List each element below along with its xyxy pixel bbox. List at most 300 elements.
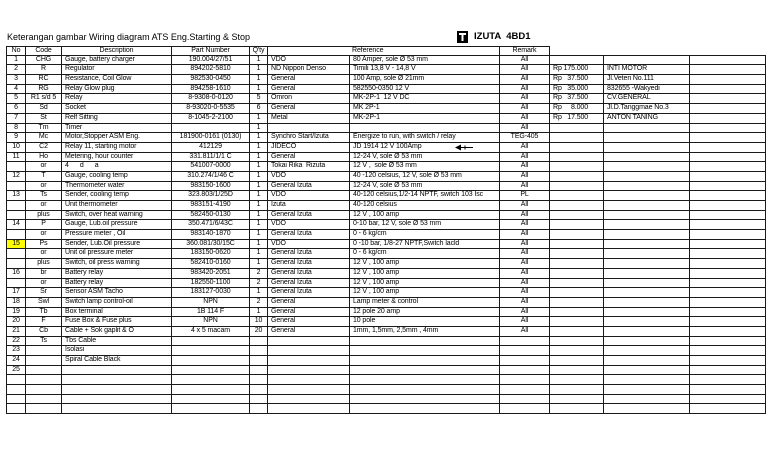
- cell-extra: [690, 230, 766, 240]
- cell-maker: General Izuta: [268, 269, 350, 279]
- cell-price: [550, 259, 604, 269]
- cell-reference: [350, 337, 500, 347]
- cell-reference: [350, 356, 500, 366]
- cell-price: [550, 395, 604, 405]
- cell-maker: [268, 395, 350, 405]
- cell-part-number: [172, 337, 250, 347]
- cell-extra: [690, 94, 766, 104]
- cell-maker: General: [268, 75, 350, 85]
- cell-maker: General Izuta: [268, 211, 350, 221]
- cell-supplier: [604, 317, 690, 327]
- header-code: Code: [26, 46, 62, 56]
- cell-qty: 1: [250, 75, 268, 85]
- cell-part-number: 360.081/30/15C: [172, 240, 250, 250]
- cell-code: CHG: [26, 56, 62, 66]
- cell-extra: [690, 356, 766, 366]
- cell-price: Rp 175.000: [550, 65, 604, 75]
- cell-price: [550, 404, 604, 414]
- cell-qty: 1: [250, 230, 268, 240]
- cell-qty: 1: [250, 288, 268, 298]
- cell-reference: [350, 124, 500, 134]
- cell-extra: [690, 288, 766, 298]
- cell-code: Cb: [26, 327, 62, 337]
- cell-supplier: INTI MOTOR: [604, 65, 690, 75]
- cell-maker: [268, 366, 350, 376]
- cell-no: 8: [7, 124, 26, 134]
- cell-extra: [690, 162, 766, 172]
- cell-part-number: 894258-1610: [172, 85, 250, 95]
- cell-reference: [350, 375, 500, 385]
- cell-reference: 12 pole 20 amp: [350, 308, 500, 318]
- cell-code: Ts: [26, 191, 62, 201]
- cell-qty: 1: [250, 211, 268, 221]
- izuta-logo-icon: [457, 31, 468, 43]
- cell-extra: [690, 104, 766, 114]
- cell-remark: All: [500, 104, 550, 114]
- cell-part-number: 983140-1870: [172, 230, 250, 240]
- cell-price: [550, 279, 604, 289]
- cell-remark: All: [500, 279, 550, 289]
- cell-reference: 12-24 V, sole Ø 53 mm: [350, 153, 500, 163]
- cell-remark: All: [500, 114, 550, 124]
- cell-reference: 12 V , 100 amp: [350, 288, 500, 298]
- cell-part-number: 8-9308-0-0120: [172, 94, 250, 104]
- cell-supplier: [604, 279, 690, 289]
- cell-description: Sensor ASM Tacho: [62, 288, 172, 298]
- cell-maker: General: [268, 153, 350, 163]
- cell-part-number: NPN: [172, 317, 250, 327]
- cell-price: [550, 356, 604, 366]
- cell-maker: VDO: [268, 220, 350, 230]
- cell-price: [550, 162, 604, 172]
- cell-reference: 12 V , 100 amp: [350, 211, 500, 221]
- cell-price: [550, 240, 604, 250]
- cell-code: plus: [26, 211, 62, 221]
- cell-code: or: [26, 279, 62, 289]
- cell-code: plus: [26, 259, 62, 269]
- cell-supplier: [604, 124, 690, 134]
- cell-part-number: 983420-2051: [172, 269, 250, 279]
- cell-part-number: [172, 356, 250, 366]
- cell-price: [550, 211, 604, 221]
- cell-remark: All: [500, 56, 550, 66]
- cell-reference: 582550-0350 12 V: [350, 85, 500, 95]
- cell-remark: All: [500, 153, 550, 163]
- cell-maker: General: [268, 308, 350, 318]
- cell-supplier: [604, 327, 690, 337]
- cell-price: [550, 269, 604, 279]
- cell-no: [7, 385, 26, 395]
- cell-part-number: 323.803/1/25D: [172, 191, 250, 201]
- cell-maker: General: [268, 104, 350, 114]
- cell-maker: [268, 124, 350, 134]
- header-no: No: [7, 46, 26, 56]
- cell-qty: 1: [250, 308, 268, 318]
- cell-qty: 1: [250, 220, 268, 230]
- cell-maker: [268, 337, 350, 347]
- cell-reference: 12 V , 100 amp: [350, 269, 500, 279]
- cell-part-number: 310.274/1/46 C: [172, 172, 250, 182]
- cell-part-number: 412129: [172, 143, 250, 153]
- cell-remark: All: [500, 240, 550, 250]
- cell-supplier: [604, 395, 690, 405]
- cell-price: Rp 17.500: [550, 114, 604, 124]
- cell-reference: 40 -120 celsius, 12 V, sole Ø 53 mm: [350, 172, 500, 182]
- cell-qty: [250, 385, 268, 395]
- cell-remark: All: [500, 327, 550, 337]
- cell-remark: All: [500, 211, 550, 221]
- cell-price: [550, 172, 604, 182]
- cell-code: T: [26, 172, 62, 182]
- header-reference: Reference: [268, 46, 500, 56]
- cell-maker: VDO: [268, 56, 350, 66]
- cell-code: [26, 395, 62, 405]
- cell-extra: [690, 133, 766, 143]
- cell-reference: 80 Amper, sole Ø 53 mm: [350, 56, 500, 66]
- cell-no: 15: [7, 240, 26, 250]
- cell-code: [26, 385, 62, 395]
- cell-maker: VDO: [268, 191, 350, 201]
- cell-reference: [350, 385, 500, 395]
- cell-no: [7, 211, 26, 221]
- cell-part-number: [172, 366, 250, 376]
- cell-no: 20: [7, 317, 26, 327]
- cell-extra: [690, 240, 766, 250]
- cell-no: [7, 162, 26, 172]
- cell-description: Relay 11, starting motor: [62, 143, 172, 153]
- cell-no: [7, 279, 26, 289]
- cell-remark: [500, 375, 550, 385]
- cell-supplier: [604, 191, 690, 201]
- cell-no: [7, 201, 26, 211]
- cell-maker: General Izuta: [268, 288, 350, 298]
- cell-qty: 2: [250, 298, 268, 308]
- cell-code: or: [26, 230, 62, 240]
- document-title: Keterangan gambar Wiring diagram ATS Eng.Starting & Stop: [7, 32, 250, 42]
- header-description: Description: [62, 46, 172, 56]
- cell-qty: 1: [250, 85, 268, 95]
- cell-reference: 0 - 6 kg/cm: [350, 249, 500, 259]
- cell-qty: 1: [250, 201, 268, 211]
- cell-price: [550, 201, 604, 211]
- cell-description: Pressure meter , Oil: [62, 230, 172, 240]
- cell-supplier: [604, 269, 690, 279]
- cell-no: 14: [7, 220, 26, 230]
- cell-maker: General: [268, 317, 350, 327]
- cell-price: [550, 220, 604, 230]
- cell-description: Isolasi: [62, 346, 172, 356]
- cell-part-number: 1B 114 F: [172, 308, 250, 318]
- cell-maker: Synchro Start/Izuta: [268, 133, 350, 143]
- cell-remark: [500, 337, 550, 347]
- cell-part-number: 331.811/1/1 C: [172, 153, 250, 163]
- cell-maker: General Izuta: [268, 249, 350, 259]
- cell-reference: MK-2P-1: [350, 114, 500, 124]
- brand-label: IZUTA 4BD1: [474, 31, 531, 42]
- cell-code: RC: [26, 75, 62, 85]
- cell-qty: 1: [250, 153, 268, 163]
- cell-description: Unit oil pressure meter: [62, 249, 172, 259]
- cell-maker: [268, 375, 350, 385]
- cell-extra: [690, 279, 766, 289]
- cell-maker: General Izuta: [268, 279, 350, 289]
- cell-remark: [500, 385, 550, 395]
- cell-code: Tm: [26, 124, 62, 134]
- header-blank: [550, 46, 604, 56]
- cell-extra: [690, 327, 766, 337]
- cell-supplier: Jl.Veteri No.111: [604, 75, 690, 85]
- cell-supplier: [604, 182, 690, 192]
- cell-supplier: [604, 375, 690, 385]
- cell-extra: [690, 172, 766, 182]
- cell-price: [550, 308, 604, 318]
- cell-remark: [500, 356, 550, 366]
- cell-part-number: [172, 404, 250, 414]
- cell-no: [7, 375, 26, 385]
- cell-description: Relf Sitting: [62, 114, 172, 124]
- cell-description: Metering, hour counter: [62, 153, 172, 163]
- cell-maker: Omron: [268, 94, 350, 104]
- cell-remark: All: [500, 259, 550, 269]
- cell-price: [550, 143, 604, 153]
- cell-no: 17: [7, 288, 26, 298]
- cell-part-number: 8-1045-2-2100: [172, 114, 250, 124]
- cell-no: [7, 182, 26, 192]
- cell-supplier: [604, 133, 690, 143]
- cell-maker: [268, 385, 350, 395]
- cell-code: or: [26, 201, 62, 211]
- cell-extra: [690, 317, 766, 327]
- cell-price: Rp 8.000: [550, 104, 604, 114]
- cell-reference: 12 V , sole Ø 53 mm: [350, 162, 500, 172]
- cell-code: C2: [26, 143, 62, 153]
- cell-part-number: 182550-1100: [172, 279, 250, 289]
- cell-code: F: [26, 317, 62, 327]
- cell-qty: 1: [250, 143, 268, 153]
- cell-supplier: [604, 162, 690, 172]
- cell-no: 6: [7, 104, 26, 114]
- cell-part-number: 983150-1600: [172, 182, 250, 192]
- cell-price: [550, 124, 604, 134]
- cell-extra: [690, 298, 766, 308]
- cell-extra: [690, 308, 766, 318]
- cell-price: Rp 37.500: [550, 75, 604, 85]
- cell-reference: MK 2P-1: [350, 104, 500, 114]
- cell-code: P: [26, 220, 62, 230]
- cell-remark: [500, 346, 550, 356]
- cell-no: 9: [7, 133, 26, 143]
- cell-part-number: 183150-0620: [172, 249, 250, 259]
- cell-no: 4: [7, 85, 26, 95]
- cell-supplier: Jl.D.Tanggmae No.3: [604, 104, 690, 114]
- cell-maker: General Izuta: [268, 182, 350, 192]
- cell-part-number: 982530-0450: [172, 75, 250, 85]
- cell-qty: 5: [250, 94, 268, 104]
- cell-no: 3: [7, 75, 26, 85]
- cell-supplier: [604, 56, 690, 66]
- cell-code: Ps: [26, 240, 62, 250]
- cell-supplier: [604, 337, 690, 347]
- cell-code: Sd: [26, 104, 62, 114]
- cell-supplier: CV.GENERAL: [604, 94, 690, 104]
- cell-maker: [268, 346, 350, 356]
- cell-description: Switch, over heat warning: [62, 211, 172, 221]
- cell-part-number: 183127-0030: [172, 288, 250, 298]
- cell-no: 22: [7, 337, 26, 347]
- cell-reference: [350, 346, 500, 356]
- cell-qty: 1: [250, 182, 268, 192]
- cell-extra: [690, 404, 766, 414]
- cell-maker: General: [268, 298, 350, 308]
- cell-supplier: [604, 259, 690, 269]
- cell-remark: All: [500, 65, 550, 75]
- cell-remark: All: [500, 124, 550, 134]
- cell-extra: [690, 182, 766, 192]
- cell-remark: All: [500, 317, 550, 327]
- cell-no: 23: [7, 346, 26, 356]
- cell-price: [550, 288, 604, 298]
- cell-code: RG: [26, 85, 62, 95]
- cell-maker: General Izuta: [268, 259, 350, 269]
- cell-reference: 40-120 celsius,1/2-14 NPTF, switch 103 Isc: [350, 191, 500, 201]
- cell-supplier: [604, 308, 690, 318]
- cell-remark: [500, 404, 550, 414]
- cell-supplier: [604, 249, 690, 259]
- cell-qty: 1: [250, 162, 268, 172]
- cell-reference: 12 V , 100 amp: [350, 259, 500, 269]
- cell-no: 18: [7, 298, 26, 308]
- cell-price: [550, 249, 604, 259]
- cell-price: [550, 153, 604, 163]
- cell-remark: PL: [500, 191, 550, 201]
- cell-no: 5: [7, 94, 26, 104]
- cell-remark: All: [500, 162, 550, 172]
- cell-description: Regulator: [62, 65, 172, 75]
- cell-code: Ho: [26, 153, 62, 163]
- cell-price: [550, 56, 604, 66]
- cell-no: 7: [7, 114, 26, 124]
- cell-no: [7, 259, 26, 269]
- cell-remark: All: [500, 94, 550, 104]
- cell-extra: [690, 249, 766, 259]
- cell-qty: 10: [250, 317, 268, 327]
- cell-reference: 0 -10 bar, 1/8-27 NPTF,Switch lacld: [350, 240, 500, 250]
- cell-code: [26, 404, 62, 414]
- cell-code: [26, 375, 62, 385]
- cell-code: Swl: [26, 298, 62, 308]
- cell-code: R: [26, 65, 62, 75]
- cell-part-number: 190.004/27/51: [172, 56, 250, 66]
- cell-part-number: 4 x 5 macam: [172, 327, 250, 337]
- cell-reference: [350, 404, 500, 414]
- header-blank: [604, 46, 690, 56]
- cell-no: 25: [7, 366, 26, 376]
- cell-extra: [690, 375, 766, 385]
- cell-supplier: [604, 172, 690, 182]
- cell-extra: [690, 191, 766, 201]
- cell-price: [550, 317, 604, 327]
- cell-code: Sr: [26, 288, 62, 298]
- cell-qty: 1: [250, 259, 268, 269]
- cell-qty: [250, 337, 268, 347]
- cell-maker: Tokai Rika Rizuta: [268, 162, 350, 172]
- cell-description: Timer: [62, 124, 172, 134]
- cell-no: [7, 230, 26, 240]
- cell-supplier: [604, 220, 690, 230]
- cell-extra: [690, 395, 766, 405]
- cell-supplier: [604, 298, 690, 308]
- cell-supplier: [604, 346, 690, 356]
- cell-qty: 1: [250, 114, 268, 124]
- cell-qty: [250, 404, 268, 414]
- cell-extra: [690, 143, 766, 153]
- cell-maker: General: [268, 85, 350, 95]
- cell-price: Rp 35.000: [550, 85, 604, 95]
- cell-maker: VDO: [268, 240, 350, 250]
- cell-qty: [250, 346, 268, 356]
- cell-supplier: [604, 240, 690, 250]
- cell-description: Spiral Cable Black: [62, 356, 172, 366]
- cell-qty: 20: [250, 327, 268, 337]
- cell-qty: 1: [250, 172, 268, 182]
- cell-part-number: [172, 395, 250, 405]
- cell-qty: 1: [250, 240, 268, 250]
- cell-reference: Timili 13,8 V - 14,8 V: [350, 65, 500, 75]
- cell-code: br: [26, 269, 62, 279]
- cell-no: 21: [7, 327, 26, 337]
- cell-remark: All: [500, 85, 550, 95]
- cell-part-number: 983151-4190: [172, 201, 250, 211]
- cell-remark: All: [500, 172, 550, 182]
- cell-part-number: 582410-0160: [172, 259, 250, 269]
- cell-no: 13: [7, 191, 26, 201]
- cell-maker: [268, 356, 350, 366]
- cell-part-number: [172, 346, 250, 356]
- cell-description: Relay Glow plug: [62, 85, 172, 95]
- cell-maker: Izuta: [268, 201, 350, 211]
- cell-no: 24: [7, 356, 26, 366]
- cell-extra: [690, 220, 766, 230]
- cell-qty: [250, 395, 268, 405]
- cell-remark: All: [500, 288, 550, 298]
- cell-extra: [690, 259, 766, 269]
- cell-price: [550, 230, 604, 240]
- cell-description: [62, 404, 172, 414]
- cell-supplier: [604, 153, 690, 163]
- cell-price: [550, 375, 604, 385]
- cell-description: Sender, cooling temp: [62, 191, 172, 201]
- cell-remark: All: [500, 143, 550, 153]
- cell-reference: 10 pole: [350, 317, 500, 327]
- cell-extra: [690, 366, 766, 376]
- cell-supplier: [604, 356, 690, 366]
- cell-extra: [690, 269, 766, 279]
- cell-remark: All: [500, 220, 550, 230]
- cell-price: [550, 327, 604, 337]
- cell-code: [26, 346, 62, 356]
- cell-remark: All: [500, 308, 550, 318]
- cell-qty: 1: [250, 133, 268, 143]
- cell-price: [550, 346, 604, 356]
- cell-extra: [690, 114, 766, 124]
- cell-supplier: [604, 211, 690, 221]
- cell-part-number: [172, 124, 250, 134]
- cell-supplier: [604, 143, 690, 153]
- cell-no: [7, 249, 26, 259]
- cell-supplier: 832655 -Wakyedi: [604, 85, 690, 95]
- cell-description: Box terminal: [62, 308, 172, 318]
- cell-price: [550, 366, 604, 376]
